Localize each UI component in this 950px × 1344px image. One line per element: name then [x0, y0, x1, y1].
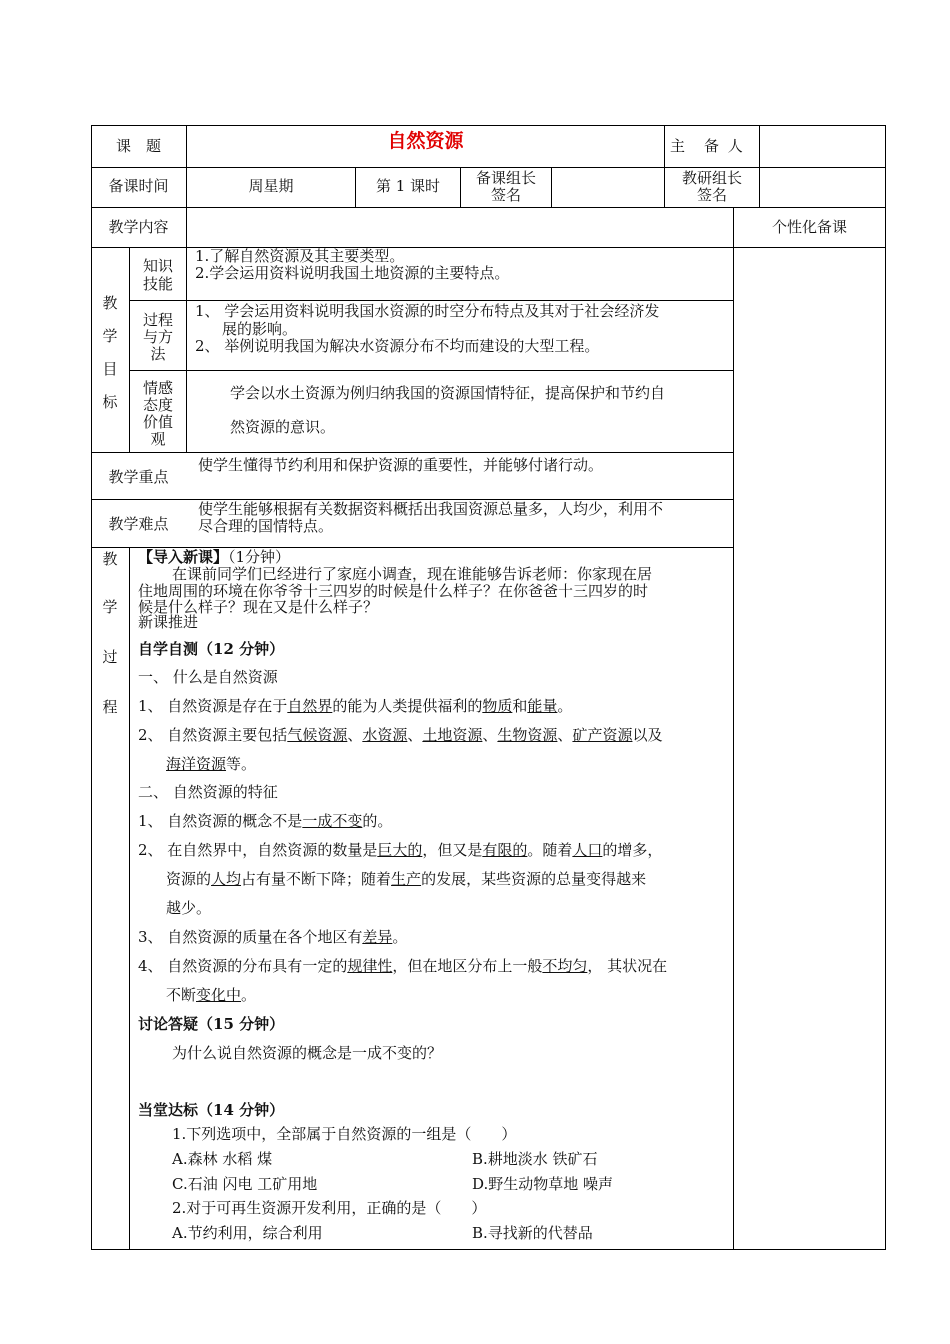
focus-text: 使学生懂得节约利用和保护资源的重要性，并能够付诸行动。 [198, 456, 604, 474]
discussion-question: 为什么说自然资源的概念是一成不变的？ [172, 1044, 443, 1062]
section-heading: 一、 什么是自然资源 [138, 668, 278, 686]
list-item: 1、 自然资源是存在于自然界的能为人类提供福利的物质和能量。 [138, 697, 573, 715]
question: 1.下列选项中，全部属于自然资源的一组是（ ） [172, 1125, 517, 1143]
page-title: 自然资源 [387, 130, 464, 152]
process-label-char: 学 [102, 598, 118, 616]
answer-option: D.野生动物草地 噪声 [472, 1175, 614, 1193]
knowledge-label: 知识 [142, 257, 173, 275]
intro-time: （1分钟） [228, 548, 291, 566]
process-label: 与方 [142, 328, 173, 346]
list-item: 2、 自然资源主要包括气候资源、水资源、土地资源、生物资源、矿产资源以及 [138, 726, 663, 744]
answer-option: A.节约利用，综合利用 [172, 1224, 323, 1242]
list-item-continued: 越少。 [166, 899, 212, 917]
intro-heading [138, 548, 290, 566]
intro-paragraph: 新课推进 [138, 613, 199, 631]
intro-title: 【导入新课】 [138, 548, 229, 566]
answer-option: B.耕地淡水 铁矿石 [472, 1150, 598, 1168]
section-heading: 二、 自然资源的特征 [138, 783, 278, 801]
list-item-continued: 资源的人均占有量不断下降；随着生产的发展，某些资源的总量变得越来 [166, 870, 647, 888]
list-item-continued: 不断变化中。 [166, 986, 257, 1004]
list-item: 1、 自然资源的概念不是一成不变的。 [138, 812, 393, 830]
group-leader-sign-label-1: 备课组长 [475, 169, 536, 187]
self-test-title: 自学自测（12 分钟） [138, 640, 285, 658]
goals-label-char: 学 [102, 327, 118, 345]
prep-person-label: 主 备 人 [670, 137, 745, 155]
goals-label-char: 教 [102, 294, 118, 312]
emotion-goal-text: 然资源的意识。 [230, 418, 336, 436]
process-label: 法 [150, 345, 166, 363]
knowledge-label: 技能 [142, 275, 173, 293]
focus-label: 教学重点 [108, 468, 169, 486]
difficulty-label: 教学难点 [108, 515, 169, 533]
process-goal-item: 1、 学会运用资料说明我国水资源的时空分布特点及其对于社会经济发 [195, 302, 660, 320]
answer-option: B.寻找新的代替品 [472, 1224, 593, 1242]
list-item: 4、 自然资源的分布具有一定的规律性，但在地区分布上一般不均匀， 其状况在 [138, 957, 668, 975]
prep-time-label: 备课时间 [108, 177, 169, 195]
difficulty-text: 尽合理的国情特点。 [198, 517, 334, 535]
list-item: 3、 自然资源的质量在各个地区有差异。 [138, 928, 408, 946]
process-goal-item: 2、 举例说明我国为解决水资源分布不均而建设的大型工程。 [195, 337, 600, 355]
goals-label-char: 标 [102, 393, 118, 411]
intro-paragraph: 住地周围的环境在你爷爷十三四岁的时候是什么样子？在你爸爸十三四岁的时 [138, 582, 649, 600]
research-leader-sign-label-2: 签名 [696, 186, 727, 204]
knowledge-item: 1.了解自然资源及其主要类型。 [195, 247, 405, 265]
emotion-label: 观 [150, 430, 166, 448]
goals-label-char: 目 [102, 360, 118, 378]
discussion-title: 讨论答疑（15 分钟） [138, 1015, 285, 1033]
intro-paragraph: 在课前同学们已经进行了家庭小调查，现在谁能够告诉老师：你家现在居 [172, 565, 653, 583]
knowledge-item: 2.学会运用资料说明我国土地资源的主要特点。 [195, 264, 510, 282]
research-leader-sign-label-1: 教研组长 [681, 169, 742, 187]
group-leader-sign-label-2: 签名 [490, 186, 521, 204]
topic-label: 课 题 [115, 137, 161, 155]
content-label: 教学内容 [108, 218, 169, 236]
list-item-continued: 海洋资源等。 [166, 755, 257, 773]
emotion-label: 价值 [142, 413, 173, 431]
question: 2.对于可再生资源开发利用，正确的是（ ） [172, 1199, 487, 1217]
answer-option: C.石油 闪电 工矿用地 [172, 1175, 318, 1193]
process-label: 过程 [142, 311, 173, 329]
emotion-label: 情感 [142, 379, 173, 397]
answer-option: A.森林 水稻 煤 [172, 1150, 273, 1168]
process-label-char: 过 [102, 648, 118, 666]
emotion-label: 态度 [142, 396, 173, 414]
intro-paragraph: 候是什么样子？现在又是什么样子？ [138, 598, 379, 616]
list-item: 2、 在自然界中，自然资源的数量是巨大的，但又是有限的。随着人口的增多， [138, 841, 663, 859]
process-label-char: 程 [102, 698, 118, 716]
emotion-goal-text: 学会以水土资源为例归纳我国的资源国情特征，提高保护和节约自 [230, 384, 666, 402]
process-label-char: 教 [102, 550, 118, 568]
practice-title: 当堂达标（14 分钟） [138, 1101, 285, 1119]
process-goal-item: 展的影响。 [222, 320, 298, 338]
week-label: 周星期 [248, 177, 294, 195]
difficulty-text: 使学生能够根据有关数据资料概括出我国资源总量多，人均少，利用不 [198, 500, 664, 518]
period-label: 第 1 课时 [375, 177, 441, 195]
personal-prep-label: 个性化备课 [771, 218, 847, 236]
